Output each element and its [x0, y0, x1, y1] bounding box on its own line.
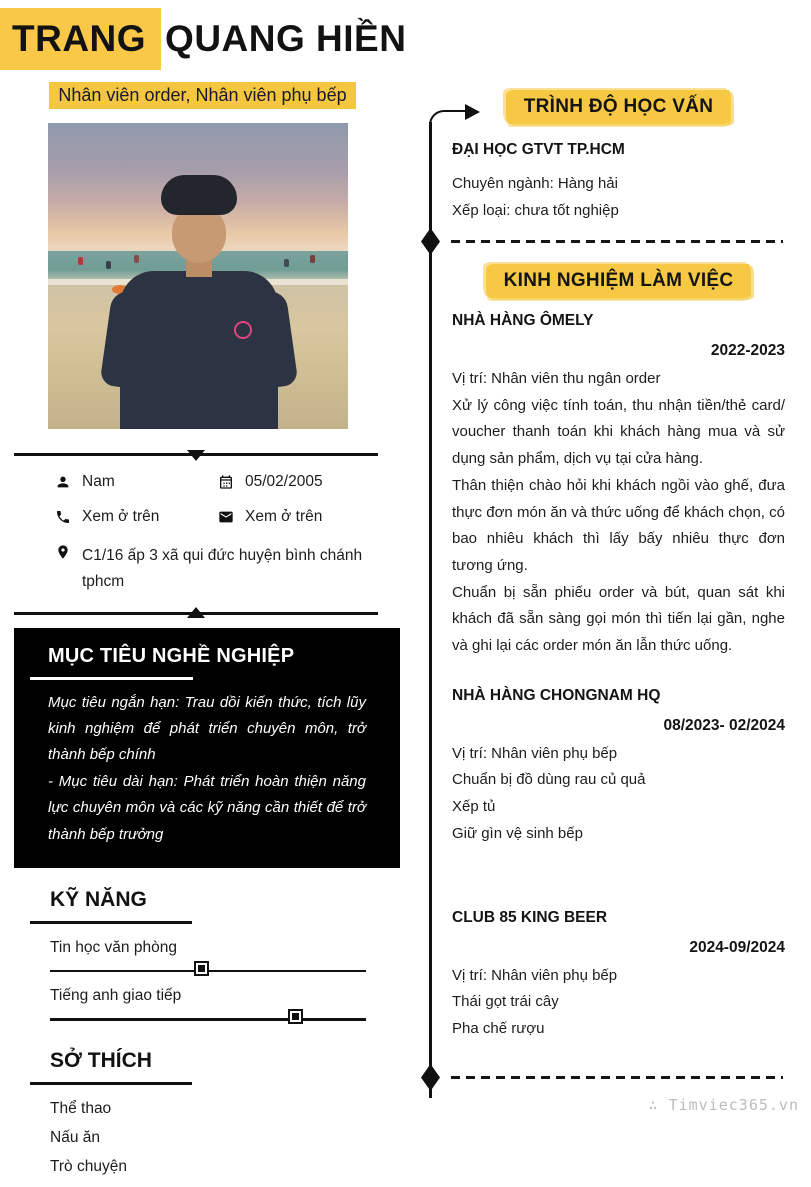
name-rest: QUANG HIỀN — [165, 18, 407, 59]
objective-section — [14, 628, 400, 868]
job-detail: Pha chế rượu — [452, 1019, 545, 1037]
contact-row — [55, 473, 405, 491]
objective-paragraph: Mục tiêu ngắn hạn: Trau dồi kiến thức, tích lũy kinh nghiệm để phát triển chuyên môn, trở thành bếp chính — [48, 693, 366, 764]
education-major: Chuyên ngành: Hàng hải — [452, 175, 618, 192]
education-details — [452, 170, 785, 224]
skill-slider — [50, 970, 366, 973]
phone-field — [55, 508, 218, 526]
phone-value: Xem ở trên — [82, 508, 160, 525]
job-detail: Xếp tủ — [452, 798, 496, 816]
section-dashed-divider — [451, 1076, 783, 1079]
job-detail: Vị trí: Nhân viên phụ bếp — [452, 744, 618, 762]
name-highlight: TRANG — [0, 8, 161, 70]
hobby-item: Thể thao — [50, 1099, 112, 1117]
experience-title: KINH NGHIỆM LÀM VIỆC — [486, 264, 752, 298]
section-dashed-divider — [451, 240, 783, 243]
hobbies-underline — [30, 1082, 192, 1085]
profile-photo — [48, 123, 348, 429]
experience-heading-wrap — [452, 264, 785, 298]
email-icon — [218, 509, 234, 525]
location-icon — [55, 544, 71, 560]
job-detail: Giữ gìn vệ sinh bếp — [452, 824, 583, 842]
job-period: 2022-2023 — [710, 342, 785, 359]
experience-job — [452, 687, 785, 848]
job-employer: CLUB 85 KING BEER — [452, 908, 608, 926]
gender-value: Nam — [82, 473, 115, 490]
job-detail: Xử lý công việc tính toán, thu nhận tiền/thẻ card/ voucher thanh toán khi khách hàng mua và sử dụng sản phẩm, dịch vụ tại cửa hàng. — [452, 396, 785, 468]
skill-item — [50, 939, 366, 973]
objective-title: MỤC TIÊU NGHỀ NGHIỆP — [48, 645, 295, 667]
hobbies-list — [50, 1100, 405, 1176]
right-column — [405, 0, 811, 1120]
job-title-wrap — [0, 82, 405, 109]
photo-figure — [310, 255, 315, 263]
skill-slider — [50, 1018, 366, 1021]
job-period: 08/2023- 02/2024 — [663, 716, 785, 734]
job-employer: NHÀ HÀNG CHONGNAM HQ — [452, 686, 661, 704]
job-detail: Vị trí: Nhân viên phụ bếp — [452, 966, 618, 984]
education-title: TRÌNH ĐỘ HỌC VẤN — [506, 90, 732, 124]
calendar-icon — [218, 474, 234, 490]
skill-slider-handle — [290, 1011, 301, 1022]
watermark: ∴ Timviec365.vn — [648, 1096, 799, 1114]
left-column — [0, 0, 405, 1187]
contact-row — [55, 543, 405, 595]
skills-underline — [30, 921, 192, 924]
job-title: Nhân viên order, Nhân viên phụ bếp — [49, 82, 355, 109]
right-content — [405, 0, 811, 1043]
photo-figure — [284, 259, 289, 267]
dob-field — [218, 473, 381, 491]
skill-label: Tiếng anh giao tiếp — [50, 987, 182, 1005]
skill-label: Tin học văn phòng — [50, 938, 177, 956]
job-period: 2024-09/2024 — [689, 938, 785, 956]
address-field — [55, 543, 365, 595]
gender-field — [55, 473, 218, 491]
skill-slider-handle — [196, 963, 207, 974]
photo-face — [172, 207, 226, 263]
photo-shirt-logo — [234, 321, 252, 339]
education-school: ĐẠI HỌC GTVT TP.HCM — [452, 141, 625, 158]
skill-item — [50, 987, 366, 1021]
job-detail: Chuẩn bị sẵn phiếu order và bút, quan sát khi khách đã sẵn sàng gọi món thì tiến lại gần, nghe và ghi lại các order món ăn lẫn thức uống. — [452, 583, 785, 655]
divider-up-arrow-icon — [187, 607, 205, 618]
hobby-item: Nấu ăn — [50, 1128, 100, 1146]
job-detail: Thái gọt trái cây — [452, 993, 559, 1011]
dob-value: 05/02/2005 — [245, 473, 323, 490]
user-icon — [55, 474, 71, 490]
photo-figure — [106, 261, 111, 269]
timeline-elbow — [429, 110, 467, 146]
contact-row — [55, 508, 405, 526]
skills-title: KỸ NĂNG — [50, 887, 147, 911]
info-divider-top — [14, 453, 378, 456]
job-employer: NHÀ HÀNG ÔMELY — [452, 312, 594, 329]
education-grade: Xếp loại: chưa tốt nghiệp — [452, 202, 619, 219]
page-title — [0, 8, 405, 70]
job-detail: Chuẩn bị đồ dùng rau củ quả — [452, 771, 646, 789]
photo-figure — [134, 255, 139, 263]
phone-icon — [55, 509, 71, 525]
objective-underline — [30, 677, 193, 680]
experience-job — [452, 909, 785, 1043]
info-divider-bottom — [14, 612, 378, 615]
email-field — [218, 508, 381, 526]
email-value: Xem ở trên — [245, 508, 323, 525]
experience-job — [452, 312, 785, 660]
photo-figure — [78, 257, 83, 265]
divider-down-arrow-icon — [187, 450, 205, 461]
address-value: C1/16 ấp 3 xã qui đức huyện bình chánh tphcm — [82, 547, 363, 590]
timeline-diamond-icon — [421, 1064, 440, 1091]
contact-info — [55, 473, 405, 595]
job-details — [452, 366, 785, 660]
timeline-arrow-icon — [465, 104, 480, 120]
job-detail: Vị trí: Nhân viên thu ngân order — [452, 370, 661, 387]
hobby-item: Trò chuyện — [50, 1157, 127, 1175]
job-details — [452, 963, 785, 1043]
timeline-line — [429, 122, 432, 1098]
education-heading-wrap — [452, 0, 785, 124]
photo-hair-top — [161, 175, 237, 215]
job-detail: Thân thiện chào hỏi khi khách ngồi vào ghế, đưa thực đơn món ăn và thức uống để khách chọn, có bao nhiêu khách thì lấy bấy nhiêu thực đơn tương ứng. — [452, 476, 785, 574]
objective-paragraph: - Mục tiêu dài hạn: Phát triển hoàn thiện năng lực chuyên môn và các kỹ năng cần thiết để trở thành bếp trưởng — [48, 772, 366, 843]
job-details — [452, 741, 785, 848]
hobbies-title: SỞ THÍCH — [50, 1048, 152, 1072]
